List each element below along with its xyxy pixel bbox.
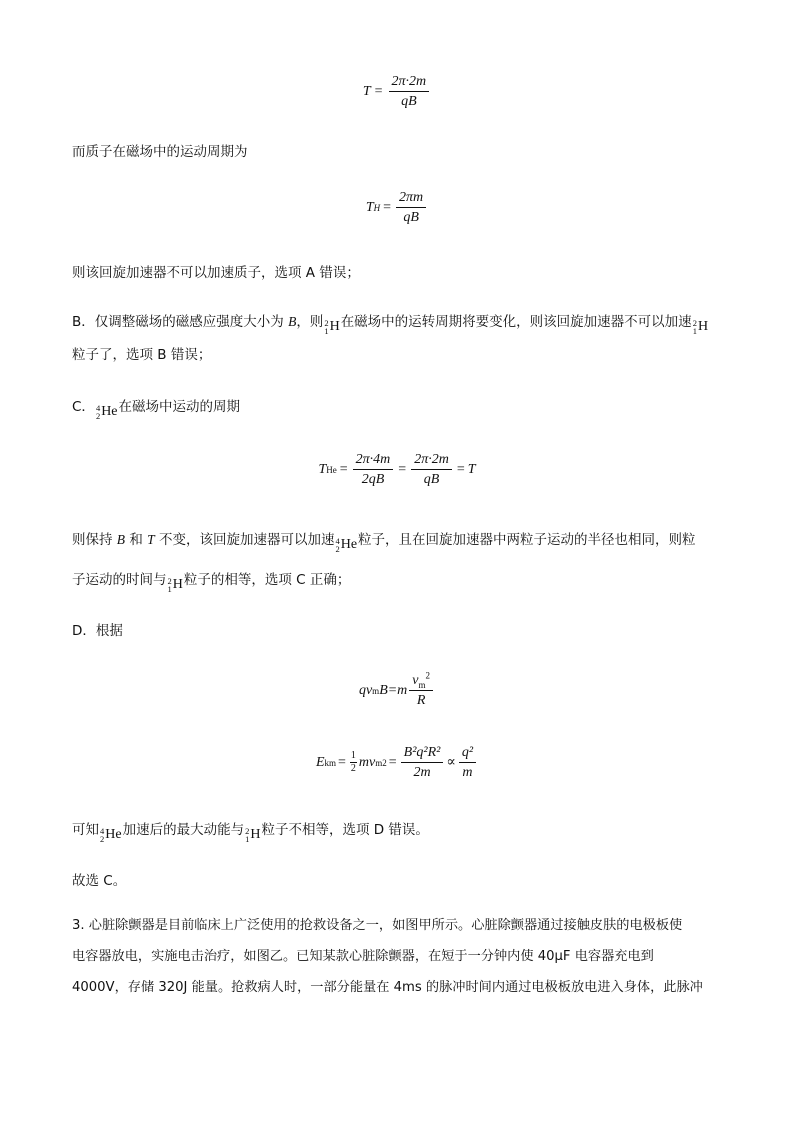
option-c-1e: 不变，该回旋加速器可以加速: [154, 532, 335, 548]
eq3-denominator-2: qB: [423, 472, 440, 487]
nuc-charge: 1: [167, 584, 172, 594]
eq2-numerator: 2πm: [396, 189, 426, 208]
eq3-numerator-1: 2π·4m: [353, 451, 394, 470]
eq3-denominator-1: 2qB: [361, 472, 385, 487]
question-3-line-1: 3. 心脏除颤器是目前临床上广泛使用的抢救设备之一，如图甲所示。心脏除颤器通过接触皮肤的电极板使: [72, 918, 683, 933]
eq2-op: =: [383, 199, 392, 215]
option-c-1f: 粒子，且在回旋加速器中两粒子运动的半径也相同，则粒: [358, 532, 696, 548]
option-c-1c: 和: [125, 532, 148, 548]
option-a-text: 则该回旋加速器不可以加速质子，选项 A 错误；: [72, 265, 360, 281]
nuc-symbol: H: [697, 319, 709, 334]
proton-period-intro: 而质子在磁场中的运动周期为: [72, 144, 248, 160]
eq5-numerator-2: q²: [459, 744, 476, 763]
nuc-mass: 4: [100, 826, 105, 836]
eq4-numerator: [409, 672, 433, 691]
nuc-symbol: He: [105, 827, 122, 842]
eq1-fraction: [389, 73, 430, 110]
option-c-1b: B: [116, 532, 126, 547]
option-c-head-b: 在磁场中运动的周期: [118, 399, 241, 415]
eq5-op2: =: [388, 754, 397, 770]
eq1-lhs: T: [362, 83, 371, 99]
nuc-mass: 2: [245, 826, 250, 836]
eq5-denominator-1: 2m: [413, 765, 431, 780]
eq5-lhs: E: [315, 754, 325, 770]
nuc-mass: 4: [335, 536, 340, 546]
option-d-1a: 可知: [72, 822, 99, 838]
eq3-op3: =: [456, 461, 465, 477]
nuc-charge: 2: [335, 544, 340, 554]
nuclide-deuteron: [168, 575, 183, 595]
option-b-1b: B: [288, 314, 297, 329]
nuc-symbol: He: [101, 404, 118, 419]
question-3-line-2: 电容器放电，实施电击治疗，如图乙。已知某款心脏除颤器，在短于一分钟内使 40μF 电容器充电到: [72, 949, 654, 964]
option-d-heading: D．根据: [72, 623, 123, 639]
eq5-prop: ∝: [446, 755, 456, 770]
eq5-op1: =: [338, 754, 346, 770]
eq4-left-tail: B=m: [379, 682, 408, 698]
eq2-lhs: T: [365, 199, 374, 215]
equation-period-THe: T He = $\frac{2\pi\cdot 4m}{2qB}$ = $\frac{2\pi\cdot 2m}{qB}$ = T: [318, 452, 476, 487]
nuclide-deuteron: [324, 317, 339, 337]
eq5-denominator-2: m: [462, 765, 473, 780]
option-c-1a: 则保持: [72, 532, 117, 548]
nuclide-deuteron: [245, 825, 260, 845]
equation-period-TH: T H = $\frac{2\pi m}{qB}$: [300, 189, 494, 226]
nuc-mass: 2: [324, 318, 329, 328]
equation-lorentz-force: qv m B=m $\frac{v_m^2}{R}$: [300, 672, 494, 709]
nuc-charge: 1: [692, 326, 697, 336]
eq4-denominator: R: [416, 693, 426, 708]
nuc-mass: 2: [167, 576, 172, 586]
eq5-half-num: 1: [350, 750, 356, 761]
eq3-rhs: T: [467, 461, 476, 477]
nuclide-helium: [335, 535, 357, 555]
eq3-numerator-2: 2π·2m: [411, 451, 452, 470]
nuc-symbol: H: [172, 577, 183, 592]
eq4-num-sup: 2: [425, 670, 431, 681]
eq2-fraction: [396, 189, 426, 226]
eq5-fraction-2: [459, 744, 476, 781]
option-c-heading: [72, 397, 240, 422]
nuc-charge: 1: [245, 834, 250, 844]
nuc-mass: 4: [95, 403, 101, 413]
eq5-mv: mv: [358, 754, 376, 770]
nuc-symbol: H: [250, 827, 261, 842]
option-c-1d: T: [147, 532, 155, 547]
equation-period-T: [300, 73, 494, 110]
nuc-charge: 2: [95, 411, 101, 421]
option-b-line-2: 粒子了，选项 B 错误；: [72, 347, 212, 363]
nuclide-deuteron: [693, 317, 708, 337]
eq2-denominator: qB: [403, 210, 419, 225]
option-d-1c: 粒子不相等，选项 D 错误。: [261, 822, 429, 838]
option-b-line-1: [72, 312, 709, 337]
option-d-line-1: [72, 820, 429, 845]
nuclide-helium: [100, 825, 122, 845]
eq1-op: =: [374, 83, 383, 99]
equation-kinetic-energy: E km = $\frac{1}{2}$ mv m 2 = $\frac{\text{B²q²R²}}{2m}$ ∝ $\frac{\text{q²}}{m}$: [247, 744, 547, 781]
eq3-op1: =: [339, 461, 348, 477]
question-3-line-3: 4000V，存储 320J 能量。抢救病人时，一部分能量在 4ms 的脉冲时间内通过电极板放电进入身体，此脉冲: [72, 980, 703, 995]
answer-text: 故选 C。: [72, 873, 127, 889]
eq3-fraction-2: [411, 451, 452, 488]
eq3-fraction-1: [353, 451, 394, 488]
eq4-fraction: [409, 672, 433, 709]
nuclide-helium: [96, 402, 118, 422]
option-c-head-a: C．: [72, 399, 95, 415]
nuc-charge: 1: [324, 326, 329, 336]
eq5-fraction-1: [401, 744, 444, 781]
eq1-numerator: 2π·2m: [389, 73, 430, 92]
eq5-half: [350, 750, 357, 775]
eq3-op2: =: [398, 461, 407, 477]
option-c-2a: 子运动的时间与: [72, 572, 167, 588]
nuc-charge: 2: [100, 834, 105, 844]
option-c-line-1: [72, 530, 696, 555]
option-d-1b: 加速后的最大动能与: [122, 822, 245, 838]
nuc-symbol: H: [329, 319, 340, 334]
option-b-1c: ，则: [296, 314, 324, 330]
option-b-1a: B．仅调整磁场的磁感应强度大小为: [72, 314, 289, 330]
option-c-2b: 粒子的相等，选项 C 正确；: [183, 572, 351, 588]
option-c-line-2: [72, 570, 350, 595]
eq3-lhs: T: [318, 461, 327, 477]
eq5-numerator-1: B²q²R²: [401, 744, 444, 763]
eq4-num-sub: m: [418, 679, 426, 690]
nuc-symbol: He: [340, 537, 358, 552]
eq4-left: qv: [358, 682, 373, 698]
eq1-denominator: qB: [401, 94, 417, 109]
option-b-1d: 在磁场中的运转周期将要变化，则该回旋加速器不可以加速: [340, 314, 692, 330]
eq4-num-v: v: [412, 673, 419, 688]
nuc-mass: 2: [692, 318, 697, 328]
eq5-half-den: 2: [350, 763, 356, 774]
